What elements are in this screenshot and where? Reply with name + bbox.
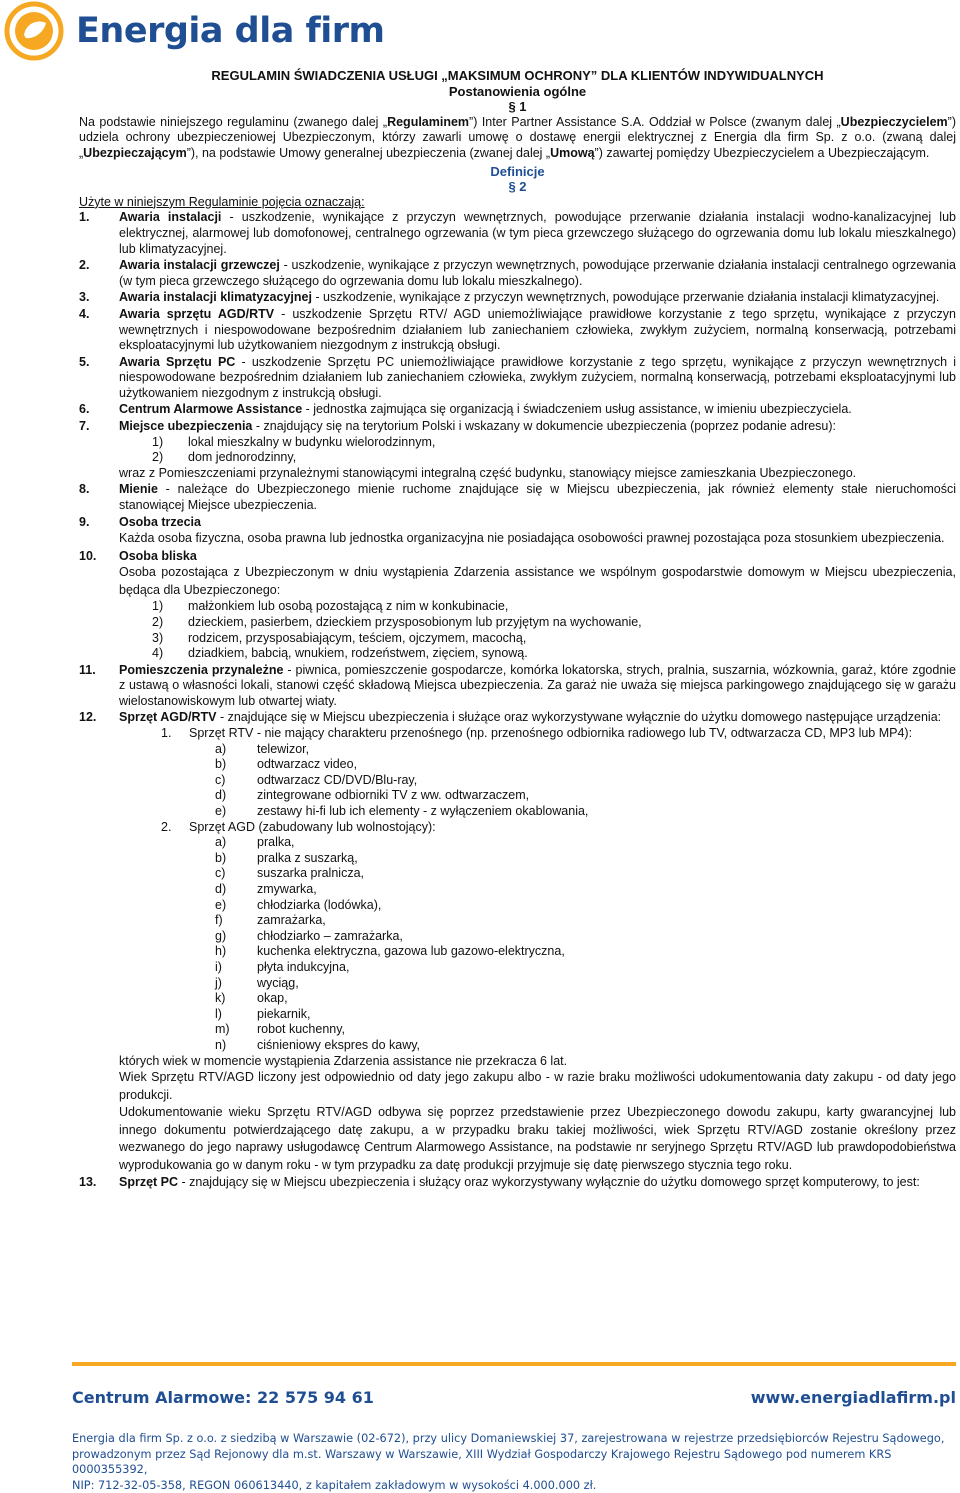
definitions-list [79,210,956,1190]
definitions-lead: Użyte w niniejszym Regulaminie pojęcia oznaczają: [79,194,365,209]
header [4,0,385,62]
rtv-list: a) telewizor, b) odtwarzacz video, c) odtwarzacz CD/DVD/Blu-ray, d) zintegrowane odbiorniki TV z ww. odtwarzaczem, e) zestawy hi-fi lub ich elementy - z wyłączeniem okablowania, [215,741,589,819]
website-link[interactable]: www.energiadlafirm.pl [750,1388,956,1407]
document-title: REGULAMIN ŚWIADCZENIA USŁUGI „MAKSIMUM OCHRONY” DLA KLIENTÓW INDYWIDUALNYCH [211,68,824,83]
intro-paragraph: Na podstawie niniejszego regulaminu (zwanego dalej „Regulaminem”) Inter Partner Assistance S.A. Oddział w Polsce (zwanym dalej „Ubezpieczycielem”) udziela ochrony ubezpieczeniowej Ubezpieczonym, którzy zawarli umowę o dostawę energii elektrycznej z Energia dla firm Sp. z o.o. (zwaną dalej „Ubezpieczającym”), na podstawie Umowy generalnej ubezpieczenia (zwanej dalej „Umową”) zawartej pomiędzy Ubezpieczycielem a Ubezpieczającym. [79,114,956,160]
agd-list: a) pralka, b) pralka z suszarką, c) suszarka pralnicza, d) zmywarka, e) chłodziarka (lodówka), f) zamrażarka, g) chłodziarko – zamrażarka, h) kuchenka elektryczna, gazowa lub gazowo-elektryczna, i) płyta indukcyjna, j) wyciąg, k) okap, l) piekarnik, m) robot kuchenny, n) ciśnieniowy ekspres do kawy, [215,835,565,1052]
plug-leaf-icon [4,1,64,61]
document-body [79,68,956,1192]
definition-item: 2. Awaria instalacji grzewczej - uszkodzenie, wynikające z przyczyn wewnętrznych, powodujące przerwanie działania instalacji centralnego ogrzewania (w tym pieca grzewczego służącego do ogrzewania domu lub lokalu mieszkalnego). [79,258,956,288]
definition-item: 12. Sprzęt AGD/RTV - znajdujące się w Miejscu ubezpieczenia i służące oraz wykorzystywane wyłącznie do użytku domowego następujące urządzenia: 1. Sprzęt RTV - nie mający charakteru przenośnego (np. przenośnego odbiornika radiowego lub TV, odtwarzacza CD, MP3 lub MP4): a) telewizor, b) odtwarzacz video, c) odtwarzacz CD/DVD/Blu-ray, d) zintegrowane odbiorniki TV z ww. odtwarzaczem, e) zestawy hi-fi lub ich elementy - z wyłączeniem okablowania, 2. Sprzęt AGD (zabudowany lub wolnostojący): a) pralka, b) pralka z suszarką, c) suszarka pralnicza, d) zmywarka, e) chłodziarka (lodówka), f) zamrażarka, g) chłodziarko – zamrażarka, h) kuchenka elektryczna, gazowa lub gazowo-elektryczna, i) płyta indukcyjna, j) wyciąg, k) okap, l) piekarnik, m) robot kuchenny, n) ciśnieniowy ekspres do kawy, których wiek w momencie wystąpienia Zdarzenia assistance nie przekracza 6 lat. Wiek Sprzętu RTV/AGD liczony jest odpowiednio od daty jego zakupu albo - w razie braku możliwości udokumentowania daty zakupu - od daty jego produkcji. Udokumentowanie wieku Sprzętu RTV/AGD odbywa się poprzez przedstawienie przez Ubezpieczonego dowodu zakupu, karty gwarancyjnej lub innego dokumentu potwierdzającego datę zakupu, a w przypadku braku takiej możliwości, wiek Sprzętu RTV/AGD zostanie określony przez wezwanego do jego naprawy usługodawcę Centrum Alarmowego Assistance, na podstawie nr seryjnego Sprzętu RTV/AGD lub prawdopodobieństwa wyprodukowania go w danym roku - w tym przypadku za datę produkcji przyjmuje się datę pierwszego stycznia tego roku. [79,710,956,1172]
section-number: § 1 [508,99,527,115]
footer-legal: Energia dla firm Sp. z o.o. z siedzibą w Warszawie (02-672), przy ulicy Domaniewskiej 37, zarejestrowana w rejestrze przedsiębiorców Rejestru Sądowego, prowadzonym przez Sąd Rejonowy dla m.st. Warszawy w Warszawie, XIII Wydział Gospodarczy Krajowego Rejestru Sądowego pod numerem KRS 0000355392, NIP: 712-32-05-358, REGON 060613440, z kapitałem zakładowym w wysokości 4.000.000 zł. [72,1432,945,1492]
definition-item: 5. Awaria Sprzętu PC - uszkodzenie Sprzętu PC uniemożliwiające prawidłowe korzystanie z tego sprzętu, wynikające z przyczyn wewnętrznych i niespowodowane bezpośrednim działaniem lub zaniechaniem człowieka, zwykłym zużyciem, normalną konserwacją, potrzebami eksploatacyjnymi lub użytkowaniem niezgodnym z instrukcją obsługi. [79,354,956,400]
definition-item: 11. Pomieszczenia przynależne - piwnica, pomieszczenie gospodarcze, komórka lokatorska, strych, pralnia, suszarnia, wózkownia, garaż, które zgodnie z ustawą o własności lokali, stanowi część składową Miejsca ubezpieczenia. Za garaż nie uważa się miejsca parkingowego znajdującego się w garażu wielostanowiskowym lub otwartej wiaty. [79,662,956,708]
footer-divider [72,1362,956,1366]
definition-item: 1. Awaria instalacji - uszkodzenie, wynikające z przyczyn wewnętrznych, powodujące przerwanie działania instalacji wodno-kanalizacyjnej lub elektrycznej, alarmowej lub domofonowej, centralnego ogrzewania (w tym pieca grzewczego służącego do ogrzewania domu lub lokalu mieszkalnego) lub klimatyzacyjnej. [79,210,956,256]
definition-item: 7. Miejsce ubezpieczenia - znajdujący się na terytorium Polski i wskazany w dokumencie ubezpieczenia (poprzez podanie adresu): 1) lokal mieszkalny w budynku wielorodzinnym, 2) dom jednorodzinny, wraz z Pomieszczeniami przynależnymi stanowiącymi integralną część budynku, stanowiący miejsce zamieszkania Ubezpieczonego. [79,419,857,480]
section-number: § 2 [508,179,527,195]
alarm-center-phone: Centrum Alarmowe: 22 575 94 61 [72,1388,374,1407]
definition-item: 10. Osoba bliska Osoba pozostająca z Ubezpieczonym w dniu wystąpienia Zdarzenia assistance we wspólnym gospodarstwie domowym w Miejscu ubezpieczenia, będąca dla Ubezpieczonego: 1) małżonkiem lub osobą pozostającą z nim w konkubinacie, 2) dzieckiem, pasierbem, dzieckiem przysposobionym lub przyjętym na wychowanie, 3) rodzicem, przysposabiającym, teściem, ojczymem, macochą, 4) dziadkiem, babcią, wnukiem, rodzeństwem, zięciem, synową. [79,548,956,661]
definition-item: 13. Sprzęt PC - znajdujący się w Miejscu ubezpieczenia i służący oraz wykorzystywany wyłącznie do użytku domowego sprzęt komputerowy, to jest: [79,1175,920,1190]
definition-item: 9. Osoba trzecia Każda osoba fizyczna, osoba prawna lub jednostka organizacyjna nie posiadająca osobowości prawnej pozostająca poza stosunkiem ubezpieczenia. [79,514,945,546]
brand-name: Energia dla firm [76,11,385,51]
definition-item: 6. Centrum Alarmowe Assistance - jednostka zajmująca się organizacją i świadczeniem usług assistance, w imieniu ubezpieczyciela. [79,402,852,417]
definition-item: 8. Mienie - należące do Ubezpieczonego mienie ruchome znajdujące się w Miejscu ubezpieczenia, jak również elementy stałe nieruchomości stanowiącej Miejsce ubezpieczenia. [79,482,956,513]
definition-item: 3. Awaria instalacji klimatyzacyjnej - uszkodzenie, wynikające z przyczyn wewnętrznych, powodujące przerwanie działania instalacji klimatyzacyjnej. [79,290,940,305]
section-heading: Postanowienia ogólne [448,83,587,99]
footer-contact [72,1388,956,1407]
section-heading: Definicje [490,163,545,179]
definition-item: 4. Awaria sprzętu AGD/RTV - uszkodzenie Sprzętu RTV/ AGD uniemożliwiające prawidłowe korzystanie z tego sprzętu, wynikające z przyczyn wewnętrznych i niespowodowane bezpośrednim działaniem lub zaniechaniem człowieka, zwykłym zużyciem, normalną konserwacją, potrzebami eksploatacyjnymi lub użytkowaniem niezgodnym z instrukcją obsługi. [79,306,957,353]
